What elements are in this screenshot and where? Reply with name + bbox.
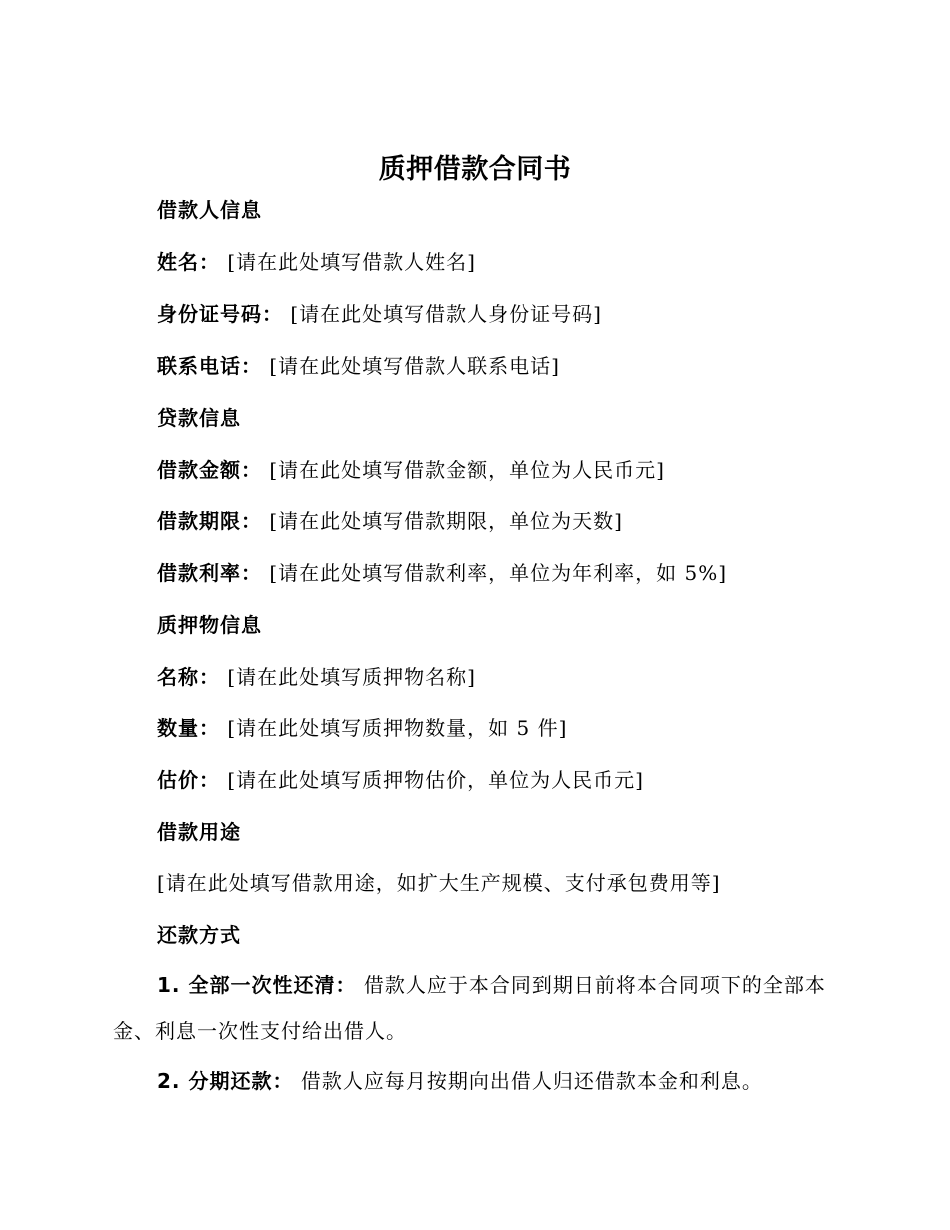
loan-rate-label: 借款利率： <box>157 561 262 585</box>
collateral-quantity-row <box>157 713 567 743</box>
borrower-name-value: [请在此处填写借款人姓名] <box>227 250 476 274</box>
loan-amount-row <box>157 455 665 485</box>
repayment-item-1 <box>113 962 838 1054</box>
borrower-name-row <box>157 247 476 277</box>
repayment-item-1-text: 借款人应于本合同到期日前将本合同项下的全部本金、利息一次性支付给出借人。 <box>113 973 826 1043</box>
loan-amount-label: 借款金额： <box>157 458 262 482</box>
repayment-item-1-label: 1. 全部一次性还清： <box>157 973 357 997</box>
collateral-valuation-label: 估价： <box>157 768 220 792</box>
borrower-heading: 借款人信息 <box>157 198 262 222</box>
purpose-heading: 借款用途 <box>157 820 241 844</box>
document-title: 质押借款合同书 <box>378 154 572 185</box>
loan-rate-row <box>157 558 727 588</box>
borrower-phone-row <box>157 351 560 381</box>
borrower-id-label: 身份证号码： <box>157 302 283 326</box>
collateral-name-value: [请在此处填写质押物名称] <box>227 665 476 689</box>
purpose-value: [请在此处填写借款用途，如扩大生产规模、支付承包费用等] <box>157 871 721 895</box>
loan-heading: 贷款信息 <box>157 406 241 430</box>
borrower-id-row <box>157 299 602 329</box>
collateral-valuation-row <box>157 765 644 795</box>
borrower-phone-value: [请在此处填写借款人联系电话] <box>269 354 560 378</box>
borrower-id-value: [请在此处填写借款人身份证号码] <box>290 302 602 326</box>
repayment-item-2-text: 借款人应每月按期向出借人归还借款本金和利息。 <box>300 1069 763 1093</box>
loan-amount-value: [请在此处填写借款金额，单位为人民币元] <box>269 458 665 482</box>
repayment-item-2 <box>113 1058 838 1104</box>
repayment-heading: 还款方式 <box>157 923 241 947</box>
collateral-quantity-value: [请在此处填写质押物数量，如 5 件] <box>227 716 568 740</box>
loan-rate-value: [请在此处填写借款利率，单位为年利率，如 5%] <box>269 561 728 585</box>
loan-term-label: 借款期限： <box>157 509 262 533</box>
collateral-name-row <box>157 662 476 692</box>
collateral-heading: 质押物信息 <box>157 613 262 637</box>
collateral-name-label: 名称： <box>157 665 220 689</box>
repayment-item-2-label: 2. 分期还款： <box>157 1069 294 1093</box>
loan-term-row <box>157 506 623 536</box>
borrower-phone-label: 联系电话： <box>157 354 262 378</box>
borrower-name-label: 姓名： <box>157 250 220 274</box>
loan-term-value: [请在此处填写借款期限，单位为天数] <box>269 509 623 533</box>
collateral-valuation-value: [请在此处填写质押物估价，单位为人民币元] <box>227 768 644 792</box>
collateral-quantity-label: 数量： <box>157 716 220 740</box>
